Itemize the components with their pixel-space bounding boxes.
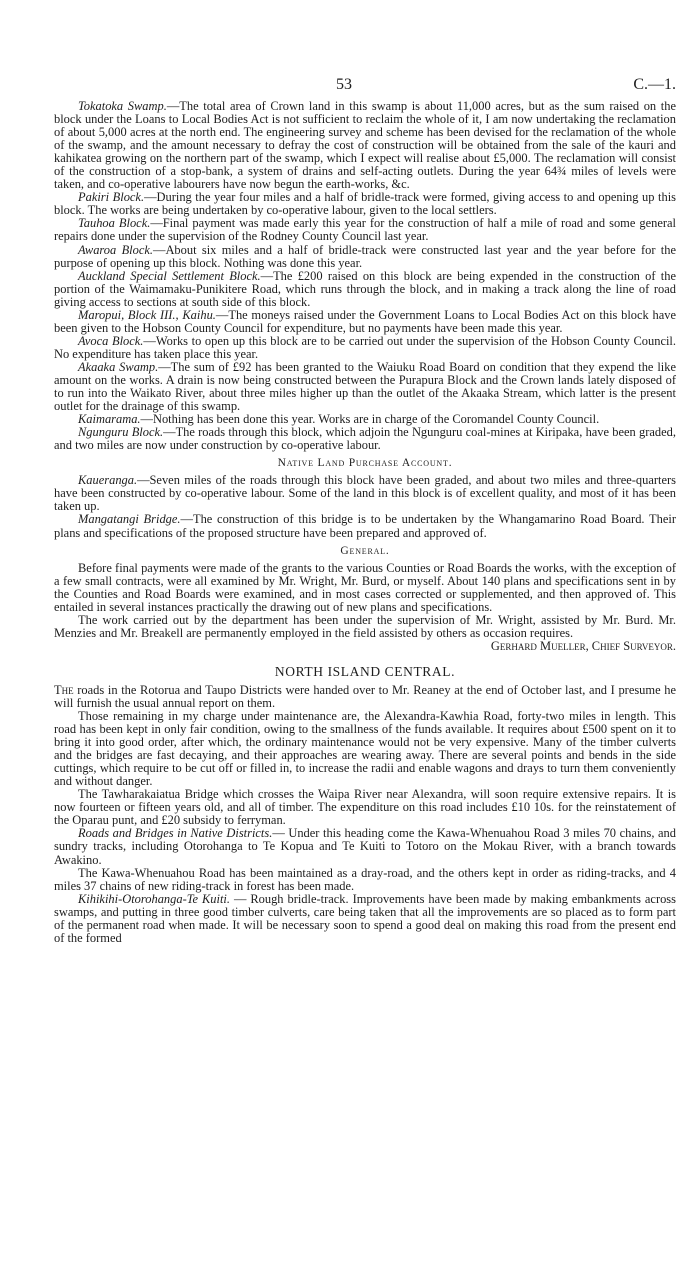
paragraph-tauhoa: Tauhoa Block.—Final payment was made early this year for the construction of half a mile of road and some general repairs done under the supervision of the Rodney County Council last year. xyxy=(54,216,676,244)
paragraph-mangatangi: Mangatangi Bridge.—The construction of this bridge is to be undertaken by the Whangamarino Road Board. Their plans and specifications of the proposed structure have been prepared and approved of. xyxy=(54,512,676,540)
paragraph-north-2: Those remaining in my charge under maintenance are, the Alexandra-Kawhia Road, forty-two miles in length. This road has been kept in only fair condition, owing to the smallness of the funds available. It requires about £500 spent on it to bring it into good order, after which, the ordinary maintenance would not be very expensive. Many of the timber culverts and the bridges are fast decaying, and their approaches are wearing away. There are several points and bends in the side cuttings, which require to be cut off or filled in, to increase the radii and enable wagons and drays to turn them conveniently and without danger. xyxy=(54,709,676,789)
paragraph-akaaka: Akaaka Swamp.—The sum of £92 has been granted to the Waiuku Road Board on condition that they expend the like amount on the works. A drain is now being constructed between the Purapura Block and the Crown lands lately disposed of to run into the Waikato River, about three miles higher up than the outlet of the Akaaka Stream, which latter is the present outlet for the drainage of this swamp. xyxy=(54,359,676,414)
paragraph-kawa-whenuahou: The Kawa-Whenuahou Road has been maintained as a dray-road, and the others kept in order as riding-tracks, and 4 miles 37 chains of new riding-track in forest has been made. xyxy=(54,865,676,893)
paragraph-general-2: The work carried out by the department has been under the supervision of Mr. Wright, assisted by Mr. Burd. Mr. Menzies and Mr. Breakell are permanently employed in the field assisted by others as occasion requires. Gerhard Mueller, Chief Surveyor. xyxy=(54,612,676,653)
paragraph-maropui: Maropui, Block III., Kaihu.—The moneys raised under the Government Loans to Local Bodies Act on this block have been given to the Hobson County Council for expenditure, but no payments have been made this year. xyxy=(54,307,676,335)
paragraph-kaueranga: Kaueranga.—Seven miles of the roads through this block have been graded, and about two miles and three-quarters have been constructed by co-operative labour. Some of the land in this block is of excellent quality, and most of it has been taken up. xyxy=(54,473,676,514)
section-heading-general: General. xyxy=(340,544,390,557)
page-body xyxy=(54,76,676,945)
paragraph-roads-bridges: Roads and Bridges in Native Districts.— Under this heading come the Kawa-Whenuahou Road 3 miles 70 chains, and sundry tracks, including Otorohanga to Te Kopua and Te Kuiti to Totoro on the Mokau River, with a branch towards Awakino. xyxy=(54,826,676,867)
page-number: 53 xyxy=(336,76,352,93)
document-reference: C.—1. xyxy=(633,76,676,93)
paragraph-awaroa: Awaroa Block.—About six miles and a half of bridle-track were constructed last year and the year before for the purpose of opening up this block. Nothing was done this year. xyxy=(54,242,676,270)
paragraph-north-3: The Tawharakaiatua Bridge which crosses the Waipa River near Alexandra, will soon require extensive repairs. It is now fourteen or fifteen years old, and all of timber. The expenditure on this road includes £10 10s. for the reinstatement of the Oparau punt, and £20 subsidy to ferryman. xyxy=(54,787,676,828)
section-heading-native-land: Native Land Purchase Account. xyxy=(277,457,453,470)
crown-lands-section xyxy=(54,100,676,452)
paragraph-north-1: The roads in the Rotorua and Taupo Districts were handed over to Mr. Reaney at the end of October last, and I presume he will furnish the usual annual report on them. xyxy=(54,682,676,710)
paragraph-general-1: Before final payments were made of the grants to the various Counties or Road Boards the works, with the exception of a few small contracts, were all examined by Mr. Wright, Mr. Burd, or myself. About 140 plans and specifications sent in by the Counties and Road Boards were examined, and in most cases corrected or supplemented, and then approved of. This entailed in several instances practically the drawing out of new plans and specifications. xyxy=(54,560,676,614)
signature: Gerhard Mueller, Chief Surveyor. xyxy=(490,638,676,653)
paragraph-pakiri: Pakiri Block.—During the year four miles and a half of bridle-track were formed, giving access to and opening up this block. The works are being undertaken by co-operative labour, given to the local settlers. xyxy=(54,190,677,218)
paragraph-avoca: Avoca Block.—Works to open up this block are to be carried out under the supervision of the Hobson County Council. No expenditure has taken place this year. xyxy=(54,333,677,361)
paragraph-auckland-special: Auckland Special Settlement Block.—The £200 raised on this block are being expended in the construction of the portion of the Waimamaku-Punikitere Road, which runs through the block, and in making a track along the line of road giving access to sections at south side of this block. xyxy=(54,268,676,309)
paragraph-kaimarama: Kaimarama.—Nothing has been done this year. Works are in charge of the Coromandel County Council. xyxy=(78,412,600,427)
paragraph-ngunguru: Ngunguru Block.—The roads through this block, which adjoin the Ngunguru coal-mines at Kiripaka, have been graded, and two miles are now under construction by co-operative labour. xyxy=(54,425,676,453)
paragraph-kihikihi: Kihikihi-Otorohanga-Te Kuiti. — Rough bridle-track. Improvements have been made by making embankments across swamps, and putting in three good timber culverts, care being taken that all the improvements are so placed as to form part of the permanent road when made. It will be necessary soon to spend a good deal on making this road from the present end of the formed xyxy=(54,891,676,945)
paragraph-tokatoka: Tokatoka Swamp.—The total area of Crown land in this swamp is about 11,000 acres, but as the sum raised on the block under the Loans to Local Bodies Act is not sufficient to reclaim the whole of it, I am now undertaking the reclamation of about 5,000 acres at the north end. The engineering survey and scheme has been devised for the reclamation of the whole of the swamp, and the amount necessary to defray the cost of construction will be obtained from the sale of the kauri and kahikatea growing on the northern part of the swamp, which I expect will realise about £5,000. The reclamation will consist of the construction of a stop-bank, a system of drains and self-acting outlets. During the year 64¾ miles of levels were taken, and co-operative labourers have now begun the earth-works, &c. xyxy=(54,99,676,192)
section-heading-north-island: NORTH ISLAND CENTRAL. xyxy=(274,663,456,679)
